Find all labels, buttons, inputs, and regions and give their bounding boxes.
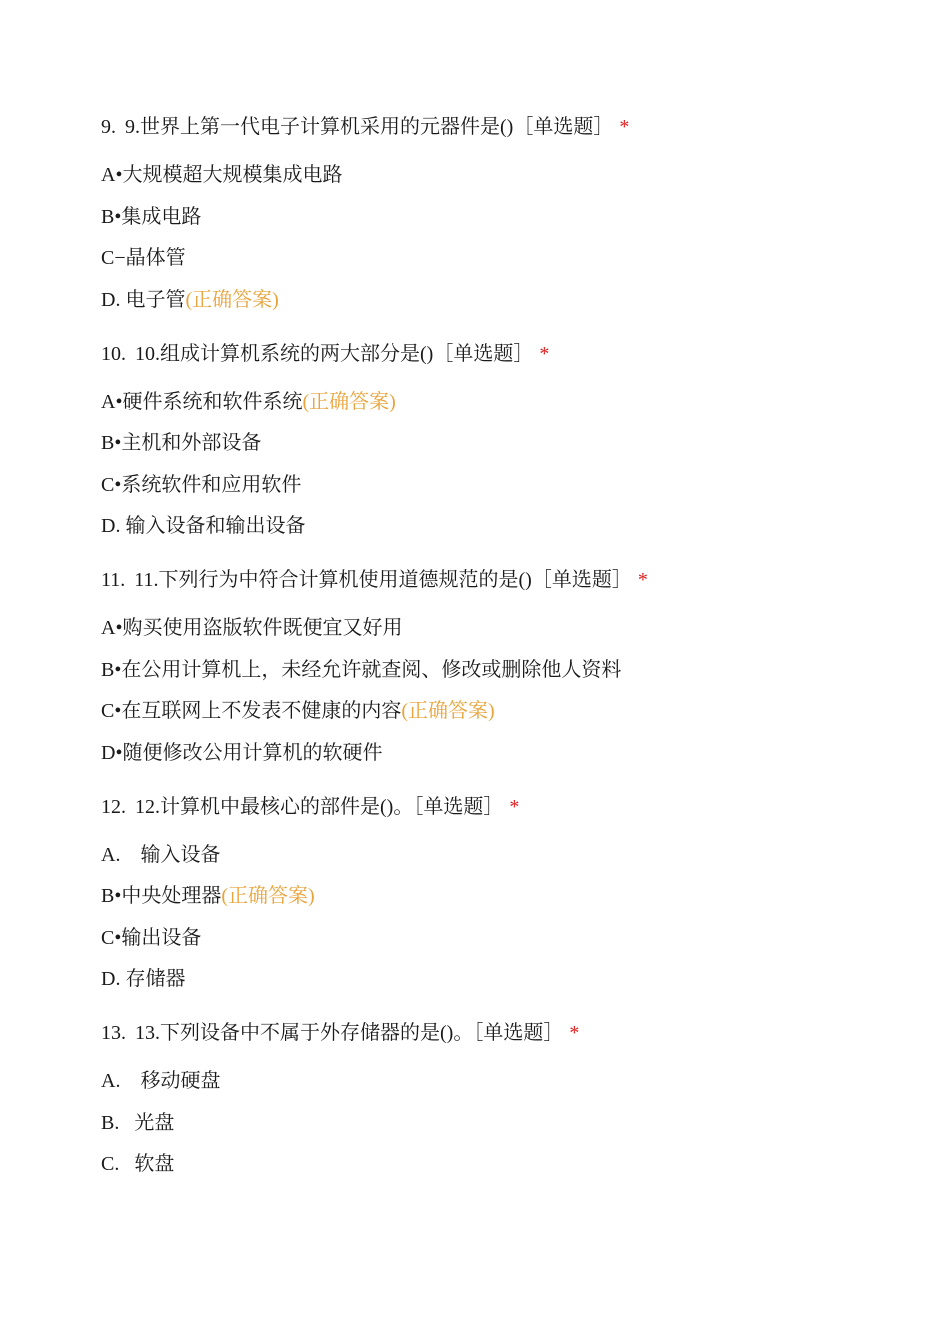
option-b [101,202,901,232]
question-title [101,339,901,369]
question-text: 10.组成计算机系统的两大部分是()［单选题］ [135,342,534,365]
question-text: 12.计算机中最核心的部件是()。［单选题］ [135,795,504,818]
required-asterisk: * [637,569,648,591]
option-b [101,1108,901,1138]
option-c [101,1149,901,1179]
option-text: D. 电子管 [101,288,186,311]
option-text: C•在互联网上不发表不健康的内容 [101,700,402,722]
option-text: B•集成电路 [101,205,202,228]
question-text: 13.下列设备中不属于外存储器的是()。［单选题］ [135,1022,564,1044]
question-10 [101,339,901,542]
option-d [101,285,901,315]
option-b [101,428,901,458]
question-number: 12. [101,795,126,818]
option-text: C•输出设备 [101,926,202,949]
question-title [101,1018,901,1048]
option-text: B•在公用计算机上，未经允许就查阅、修改或删除他人资料 [101,658,622,681]
correct-answer-mark: (正确答案) [221,885,315,907]
option-c [101,243,901,273]
option-text: B. 光盘 [101,1111,175,1134]
option-text: C. 软盘 [101,1153,175,1175]
option-b [101,881,901,911]
required-asterisk: * [539,342,550,365]
question-12 [101,792,901,995]
question-11 [101,565,901,768]
option-text: A•大规模超大规模集成电路 [101,164,343,186]
option-text: A•购买使用盗版软件既便宜又好用 [101,617,403,639]
question-number: 13. [101,1022,126,1044]
correct-answer-mark: (正确答案) [302,390,396,413]
question-number: 10. [101,342,126,365]
option-d [101,511,901,541]
option-text: D•随便修改公用计算机的软硬件 [101,741,383,764]
option-c [101,470,901,500]
option-text: D. 存储器 [101,968,186,990]
option-text: A. 输入设备 [101,843,221,866]
option-b [101,655,901,685]
question-number: 11. [101,569,126,591]
question-text: 9.世界上第一代电子计算机采用的元器件是()［单选题］ [125,116,614,138]
question-title [101,792,901,822]
correct-answer-mark: (正确答案) [185,288,279,311]
option-text: D. 输入设备和输出设备 [101,515,306,537]
required-asterisk: * [509,795,520,818]
option-a [101,613,901,643]
option-text: A. 移动硬盘 [101,1070,221,1092]
question-title [101,112,901,142]
option-text: C•系统软件和应用软件 [101,473,302,496]
option-text: B•中央处理器 [101,885,222,907]
option-text: C−晶体管 [101,247,186,269]
required-asterisk: * [619,116,630,138]
question-text: 11.下列行为中符合计算机使用道德规范的是()［单选题］ [134,569,632,591]
option-c [101,696,901,726]
question-13 [101,1018,901,1179]
option-text: A•硬件系统和软件系统 [101,390,303,413]
question-list [101,112,901,1203]
option-d [101,738,901,768]
question-9 [101,112,901,315]
option-text: B•主机和外部设备 [101,432,262,454]
correct-answer-mark: (正确答案) [401,700,495,722]
option-a [101,387,901,417]
option-a [101,840,901,870]
option-a [101,160,901,190]
option-c [101,923,901,953]
option-a [101,1066,901,1096]
question-number: 9. [101,116,116,138]
required-asterisk: * [569,1022,580,1044]
question-title [101,565,901,595]
option-d [101,964,901,994]
